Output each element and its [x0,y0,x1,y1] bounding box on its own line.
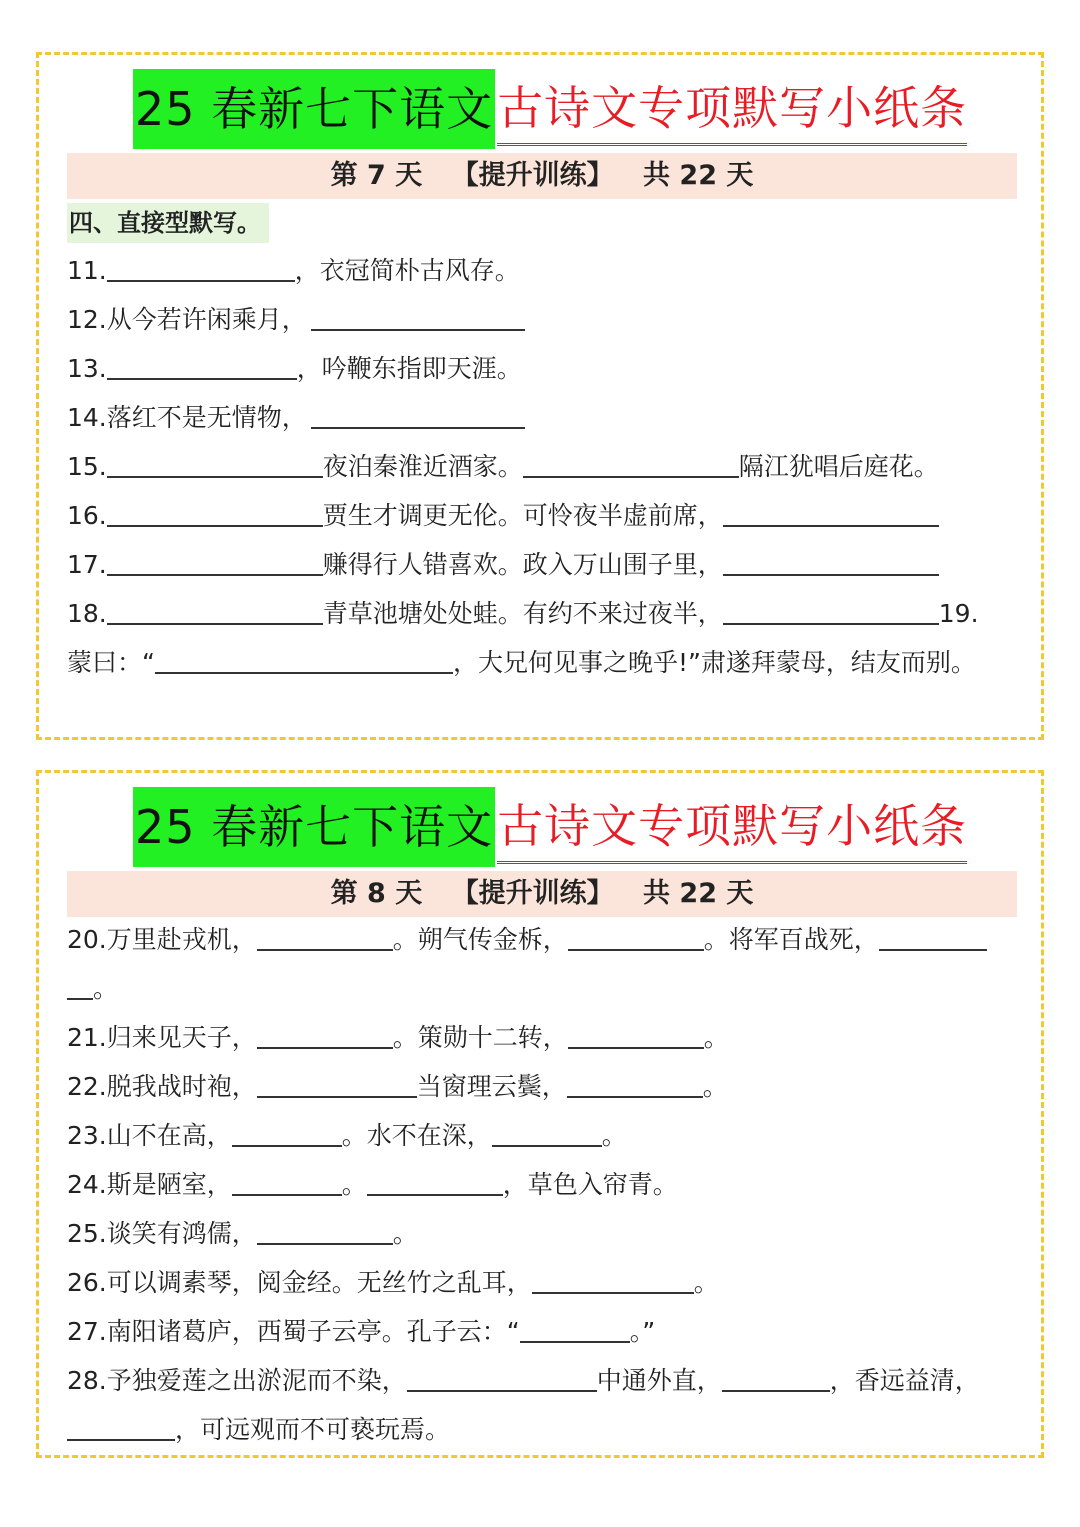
day-banner [67,871,1017,917]
line-text: 16. [67,501,107,530]
answer-blank[interactable] [257,923,393,951]
line-text: 。 [693,1268,719,1297]
answer-blank[interactable] [367,1168,503,1196]
title-highlight: 25 春新七下语文 [133,787,495,867]
answer-blank[interactable] [155,646,453,674]
answer-blank[interactable] [532,1266,694,1294]
day-label: 第 8 天 [330,878,423,909]
note-card-day-7 [36,52,1044,740]
line-text: 当窗理云鬓， [416,1072,567,1101]
answer-blank[interactable] [107,254,295,282]
line-text: ，大兄何见事之晚乎!”肃遂拜蒙母，结友而别。 [452,648,976,677]
line-text: 。 [601,1121,627,1150]
answer-blank[interactable] [107,597,323,625]
title-red-text: 古诗文专项默写小纸条 [497,791,967,864]
line-text: 。策勋十二转， [392,1023,568,1052]
line-text: 赚得行人错喜欢。政入万山围子里， [322,550,723,579]
answer-blank[interactable] [311,303,525,331]
line-text: ，草色入帘青。 [502,1170,678,1199]
line-text: 14.落红不是无情物， [67,403,307,432]
answer-blank[interactable] [723,597,939,625]
question-line [67,1405,1023,1454]
answer-blank[interactable] [107,548,323,576]
question-line [67,589,1023,638]
line-text: 贾生才调更无伦。可怜夜半虚前席， [322,501,723,530]
answer-blank[interactable] [520,1315,630,1343]
line-text: 28.予独爱莲之出淤泥而不染， [67,1366,407,1395]
question-line [67,393,1023,442]
answer-blank[interactable] [257,1217,393,1245]
question-list [67,915,1023,1454]
note-card-day-8 [36,770,1044,1458]
question-line [67,491,1023,540]
question-line [67,1062,1023,1111]
line-text: 蒙曰：“ [67,648,155,677]
line-text: 青草池塘处处蛙。有约不来过夜半， [322,599,723,628]
question-line [67,1160,1023,1209]
line-text: ，吟鞭东指即天涯。 [296,354,522,383]
line-text: 25.谈笑有鸿儒， [67,1219,257,1248]
line-text: 26.可以调素琴，阅金经。无丝竹之乱耳， [67,1268,532,1297]
line-text: 15. [67,452,107,481]
question-line [67,442,1023,491]
line-text: ，衣冠简朴古风存。 [294,256,520,285]
answer-blank[interactable] [492,1119,602,1147]
answer-blank[interactable] [722,1364,830,1392]
question-line [67,246,1023,295]
line-text: 。 [392,1219,418,1248]
title-highlight: 25 春新七下语文 [133,69,495,149]
line-text: 13. [67,354,107,383]
question-line [67,1356,1023,1405]
question-line [67,638,1023,687]
question-line [67,1111,1023,1160]
answer-blank[interactable] [257,1021,393,1049]
line-text: 23.山不在高， [67,1121,232,1150]
line-text: 中通外直， [596,1366,722,1395]
question-line [67,915,1023,964]
line-text: 19. [938,599,979,628]
answer-blank[interactable] [723,499,939,527]
question-line [67,344,1023,393]
question-list [67,246,1023,687]
answer-blank[interactable] [311,401,525,429]
line-text: 20.万里赴戎机， [67,925,257,954]
answer-blank[interactable] [879,923,987,951]
section-heading: 四、直接型默写。 [67,203,269,243]
card-title [133,787,967,867]
training-tag: 【提升训练】 [451,160,614,191]
line-text: 。 [341,1170,367,1199]
question-line [67,540,1023,589]
question-line [67,1209,1023,1258]
question-line [67,1013,1023,1062]
line-text: 。水不在深， [341,1121,492,1150]
answer-blank[interactable] [567,1070,703,1098]
line-text: ，香远益清， [829,1366,980,1395]
training-tag: 【提升训练】 [451,878,614,909]
line-text: 。 [702,1072,728,1101]
question-line [67,964,1023,1013]
line-text: ，可远观而不可亵玩焉。 [175,1415,451,1444]
line-text: 11. [67,256,107,285]
answer-blank[interactable] [568,1021,704,1049]
answer-blank[interactable] [523,450,739,478]
line-text: 22.脱我战时袍， [67,1072,257,1101]
answer-blank[interactable] [232,1168,342,1196]
answer-blank[interactable] [67,1413,175,1441]
question-line [67,1307,1023,1356]
answer-blank[interactable] [257,1070,417,1098]
line-text: 。 [93,974,119,1003]
line-text: 夜泊秦淮近酒家。 [322,452,523,481]
total-days: 共 22 天 [643,878,754,909]
line-text: 隔江犹唱后庭花。 [738,452,939,481]
line-text: 18. [67,599,107,628]
day-banner [67,153,1017,199]
line-text: 21.归来见天子， [67,1023,257,1052]
line-text: 27.南阳诸葛庐，西蜀子云亭。孔子云：“ [67,1317,520,1346]
answer-blank[interactable] [107,499,323,527]
line-text: 17. [67,550,107,579]
answer-blank[interactable] [107,352,297,380]
line-text: 。将军百战死， [703,925,879,954]
question-line [67,295,1023,344]
answer-blank[interactable] [723,548,939,576]
answer-blank[interactable] [232,1119,342,1147]
line-text: 12.从今若许闲乘月， [67,305,307,334]
day-label: 第 7 天 [330,160,423,191]
answer-blank[interactable] [568,923,704,951]
answer-blank[interactable] [107,450,323,478]
card-title [133,69,967,149]
line-text: 。 [703,1023,729,1052]
answer-blank[interactable] [67,972,93,1000]
line-text: 。朔气传金柝， [392,925,568,954]
question-line [67,1258,1023,1307]
title-red-text: 古诗文专项默写小纸条 [497,73,967,146]
total-days: 共 22 天 [643,160,754,191]
line-text: 24.斯是陋室， [67,1170,232,1199]
line-text: 。” [629,1317,656,1346]
answer-blank[interactable] [407,1364,597,1392]
